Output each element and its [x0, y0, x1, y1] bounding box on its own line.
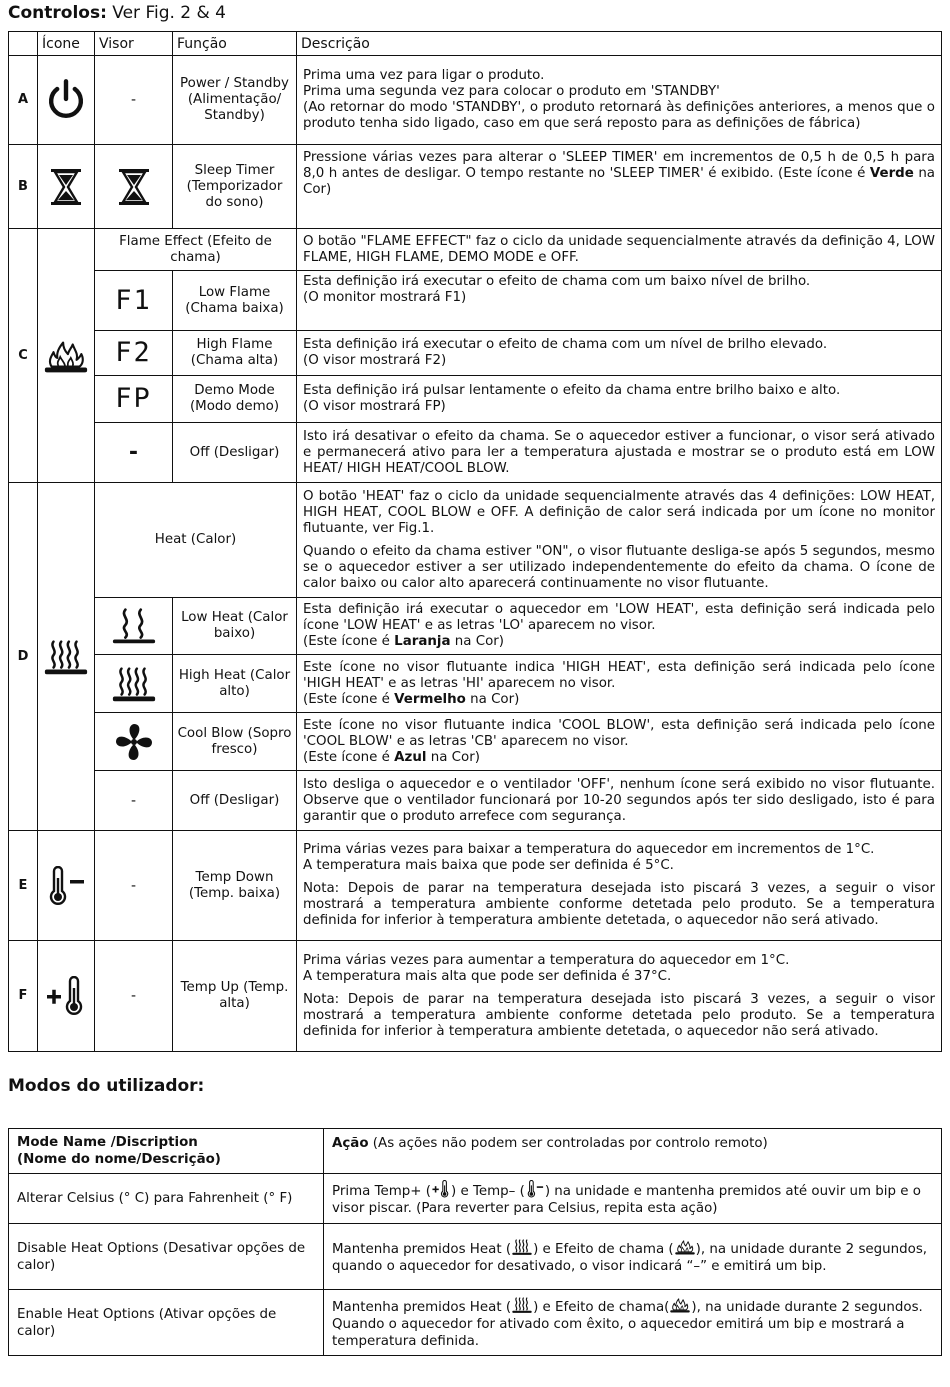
user-modes-table: [8, 1128, 942, 1356]
heat-icon: [511, 1296, 533, 1314]
temp-up-icon: [431, 1180, 451, 1198]
description-line: Prima várias vezes para aumentar a temperatura do aquecedor em 1°C.: [303, 952, 790, 968]
description-line: Este ícone no visor flutuante indica 'COOL BLOW', esta definição será indicada pelo ícone 'COOL BLOW' e as letras 'CB' aparecem no visor.: [303, 717, 935, 749]
row-letter: E: [9, 831, 38, 941]
row-function: Cool Blow (Sopro fresco): [173, 713, 297, 771]
mode-name: Alterar Celsius (° C) para Fahrenheit (° F): [9, 1174, 324, 1224]
row-description: O botão "FLAME EFFECT" faz o ciclo da unidade sequencialmente através da definição 4, LOW FLAME, HIGH FLAME, DEMO MODE e OFF.: [297, 229, 942, 271]
description-line: (O monitor mostrará F1): [303, 290, 467, 305]
flame-icon: [669, 1296, 691, 1314]
controls-heading-ref: Ver Fig. 2 & 4: [106, 3, 226, 23]
row-description: [297, 56, 942, 145]
description-line: Prima uma vez para ligar o produto.: [303, 68, 545, 83]
row-description: [297, 598, 942, 655]
row-letter: A: [9, 56, 38, 145]
mode-action: Mantenha premidos Heat ( ) e Efeito de chama( ), na unidade durante 2 segundos. Quando o aquecedor for ativado com êxito, o aquecedor emitirá um bip e mostrará a temperatura definida.: [324, 1290, 942, 1356]
low-heat-icon: [95, 598, 173, 655]
row-description: [297, 831, 942, 941]
row-d-off: [9, 771, 942, 831]
row-description: [297, 271, 942, 331]
row-description: Isto irá desativar o efeito da chama. Se o aquecedor estiver a funcionar, o visor será ativado e permanecerá ativo para ler a temperatura ajustada e mostrar se o produto está em LOW HEAT/ HIGH HEAT/COOL BLOW.: [297, 423, 942, 483]
row-description: [297, 655, 942, 713]
row-description: [297, 331, 942, 376]
row-description: Isto desliga o aquecedor e o ventilador 'OFF', nenhum ícone será exibido no visor flutuante. Observe que o ventilador funcionará por 10-20 segundos após ter sido desligado, isto é para garantir que o produto arrefece com segurança.: [297, 771, 942, 831]
row-visor: -: [95, 771, 173, 831]
row-c-off: [9, 423, 942, 483]
row-c-header: [9, 229, 942, 271]
row-description: [297, 376, 942, 423]
row-a: [9, 56, 942, 145]
row-c-demo-mode: [9, 376, 942, 423]
row-function: Temp Up (Temp. alta): [173, 941, 297, 1052]
description-line: Esta definição irá executar o efeito de chama com um nível de brilho elevado.: [303, 337, 828, 352]
row-function: Temp Down (Temp. baixa): [173, 831, 297, 941]
description-line: O botão 'HEAT' faz o ciclo da unidade sequencialmente através das 4 definições: LOW HEAT, HIGH HEAT, COOL BLOW e OFF. A definição de calor será indicada por um ícone no monitor flutuante, ver Fig.1.: [303, 488, 935, 536]
row-function: Heat (Calor): [95, 483, 297, 598]
row-f: [9, 941, 942, 1052]
mode-name: Disable Heat Options (Desativar opções de calor): [9, 1224, 324, 1290]
temp-down-icon: [38, 831, 95, 941]
row-function: Sleep Timer (Temporizador do sono): [173, 145, 297, 229]
row-d-low-heat: [9, 598, 942, 655]
row-d-high-heat: [9, 655, 942, 713]
hourglass-icon: [38, 145, 95, 229]
mode-row-enable-heat: [9, 1290, 942, 1356]
row-function: Power / Standby (Alimentação/ Standby): [173, 56, 297, 145]
row-function: Low Flame (Chama baixa): [173, 271, 297, 331]
description-line: Nota: Depois de parar na temperatura desejada isto piscará 3 vezes, a seguir o visor mostrará a temperatura ambiente conforme detetada pelo produto. Se a temperatura definida for inferior à temperatura ambiente detetada, o aquecedor não será ativado.: [303, 991, 935, 1039]
header-function: Função: [173, 32, 297, 56]
row-visor: -: [95, 423, 173, 483]
row-description: [297, 941, 942, 1052]
heat-icon: [38, 483, 95, 831]
header-description: Descrição: [297, 32, 942, 56]
modes-heading: Modos do utilizador:: [8, 1076, 205, 1096]
modes-header-name: Mode Name /Discription (Nome do nome/Descrição): [9, 1129, 324, 1174]
description-text: na Cor): [303, 166, 936, 197]
mode-name: Enable Heat Options (Ativar opções de calor): [9, 1290, 324, 1356]
row-function: Flame Effect (Efeito de chama): [95, 229, 297, 271]
controls-heading-bold: Controlos:: [8, 3, 107, 23]
header-letter: [9, 32, 38, 56]
description-line: Prima várias vezes para baixar a temperatura do aquecedor em incrementos de 1°C.: [303, 842, 875, 857]
description-line: (Este ícone é Azul na Cor): [303, 749, 480, 765]
description-line: Nota: Depois de parar na temperatura desejada isto piscará 3 vezes, a seguir o visor mostrará a temperatura ambiente conforme detetada pelo produto. Se a temperatura definida for inferior à temperatura ambiente detetada, o aquecedor não será ativado.: [303, 881, 935, 928]
header-icon: Ícone: [38, 32, 95, 56]
visor-fp-readout: FP: [95, 376, 173, 423]
row-visor: -: [95, 941, 173, 1052]
row-d-cool-blow: [9, 713, 942, 771]
controls-header-row: [9, 32, 942, 56]
description-line: (Este ícone é Vermelho na Cor): [303, 691, 520, 707]
description-line: A temperatura mais alta que pode ser definida é 37°C.: [303, 968, 672, 984]
flame-icon: [38, 229, 95, 483]
heat-icon: [511, 1238, 533, 1256]
row-function: High Heat (Calor alto): [173, 655, 297, 713]
row-function: Off (Desligar): [173, 423, 297, 483]
description-line: Prima uma segunda vez para colocar o produto em 'STANDBY': [303, 84, 720, 99]
description-line: Quando o efeito da chama estiver "ON", o visor flutuante desliga-se após 5 segundos, mesmo se o aquecedor estiver a ser utilizado independentemente do efeito da chama. O ícone de calor baixo ou calor alto aparecerá continuamente no visor flutuante.: [303, 543, 935, 591]
row-letter: C: [9, 229, 38, 483]
row-c-high-flame: [9, 331, 942, 376]
flame-icon: [674, 1238, 696, 1256]
description-line: (Ao retornar do modo 'STANDBY', o produto retornará às definições anteriores, a menos que o produto tenha sido ligado, caso em que será reposto para as definições de fábrica): [303, 100, 935, 131]
power-icon: [38, 56, 95, 145]
row-visor: -: [95, 56, 173, 145]
row-b: [9, 145, 942, 229]
row-function: Demo Mode (Modo demo): [173, 376, 297, 423]
mode-row-celsius: [9, 1174, 942, 1224]
row-letter: F: [9, 941, 38, 1052]
row-letter: B: [9, 145, 38, 229]
row-function: Off (Desligar): [173, 771, 297, 831]
description-line: Esta definição irá executar o aquecedor em 'LOW HEAT', esta definição será indicada pelo ícone 'LOW HEAT' e as letras 'LO' aparecem no visor.: [303, 602, 935, 633]
mode-row-disable-heat: [9, 1224, 942, 1290]
description-text: Pressione várias vezes para alterar o 'SLEEP TIMER' em incrementos de 0,5 h de 0,5 h para 8,0 h antes de desligar. O tempo restante no 'SLEEP TIMER' é exibido. (Este ícone é: [303, 150, 935, 181]
row-function: Low Heat (Calor baixo): [173, 598, 297, 655]
description-line: (Este ícone é Laranja na Cor): [303, 634, 505, 649]
row-description: [297, 713, 942, 771]
row-visor: -: [95, 831, 173, 941]
hourglass-visor-icon: [95, 145, 173, 229]
description-line: Este ícone no visor flutuante indica 'HIGH HEAT', esta definição será indicada pelo ícone 'HIGH HEAT' e as letras 'HI' aparecem no visor.: [303, 659, 935, 691]
description-line: A temperatura mais baixa que pode ser definida é 5°C.: [303, 858, 674, 873]
temp-up-icon: [38, 941, 95, 1052]
controls-heading: [8, 3, 226, 23]
visor-f2-readout: F2: [95, 331, 173, 376]
controls-table: [8, 31, 942, 1052]
row-function: High Flame (Chama alta): [173, 331, 297, 376]
row-e: [9, 831, 942, 941]
row-letter: D: [9, 483, 38, 831]
modes-header-row: [9, 1129, 942, 1174]
high-heat-icon: [95, 655, 173, 713]
fan-icon: [95, 713, 173, 771]
row-d-header: [9, 483, 942, 598]
description-line: (O visor mostrará FP): [303, 399, 446, 414]
row-c-low-flame: [9, 271, 942, 331]
mode-action: Mantenha premidos Heat ( ) e Efeito de chama ( ), na unidade durante 2 segundos, quando o aquecedor for desativado, o visor indicará “–” e emitirá um bip.: [324, 1224, 942, 1290]
description-bold: Verde: [869, 166, 914, 181]
row-description: [297, 145, 942, 229]
header-visor: Visor: [95, 32, 173, 56]
description-line: Esta definição irá executar o efeito de chama com um baixo nível de brilho.: [303, 274, 811, 289]
row-description: [297, 483, 942, 598]
mode-action: Prima Temp+ ( ) e Temp– ( ) na unidade e mantenha premidos até ouvir um bip e o visor piscar. (Para reverter para Celsius, repita esta ação): [324, 1174, 942, 1224]
visor-f1-readout: F1: [95, 271, 173, 331]
description-line: Esta definição irá pulsar lentamente o efeito da chama entre brilho baixo e alto.: [303, 383, 841, 398]
temp-down-icon: [525, 1180, 545, 1198]
modes-header-action: Ação (As ações não podem ser controladas por controlo remoto): [324, 1129, 942, 1174]
description-line: (O visor mostrará F2): [303, 353, 447, 368]
